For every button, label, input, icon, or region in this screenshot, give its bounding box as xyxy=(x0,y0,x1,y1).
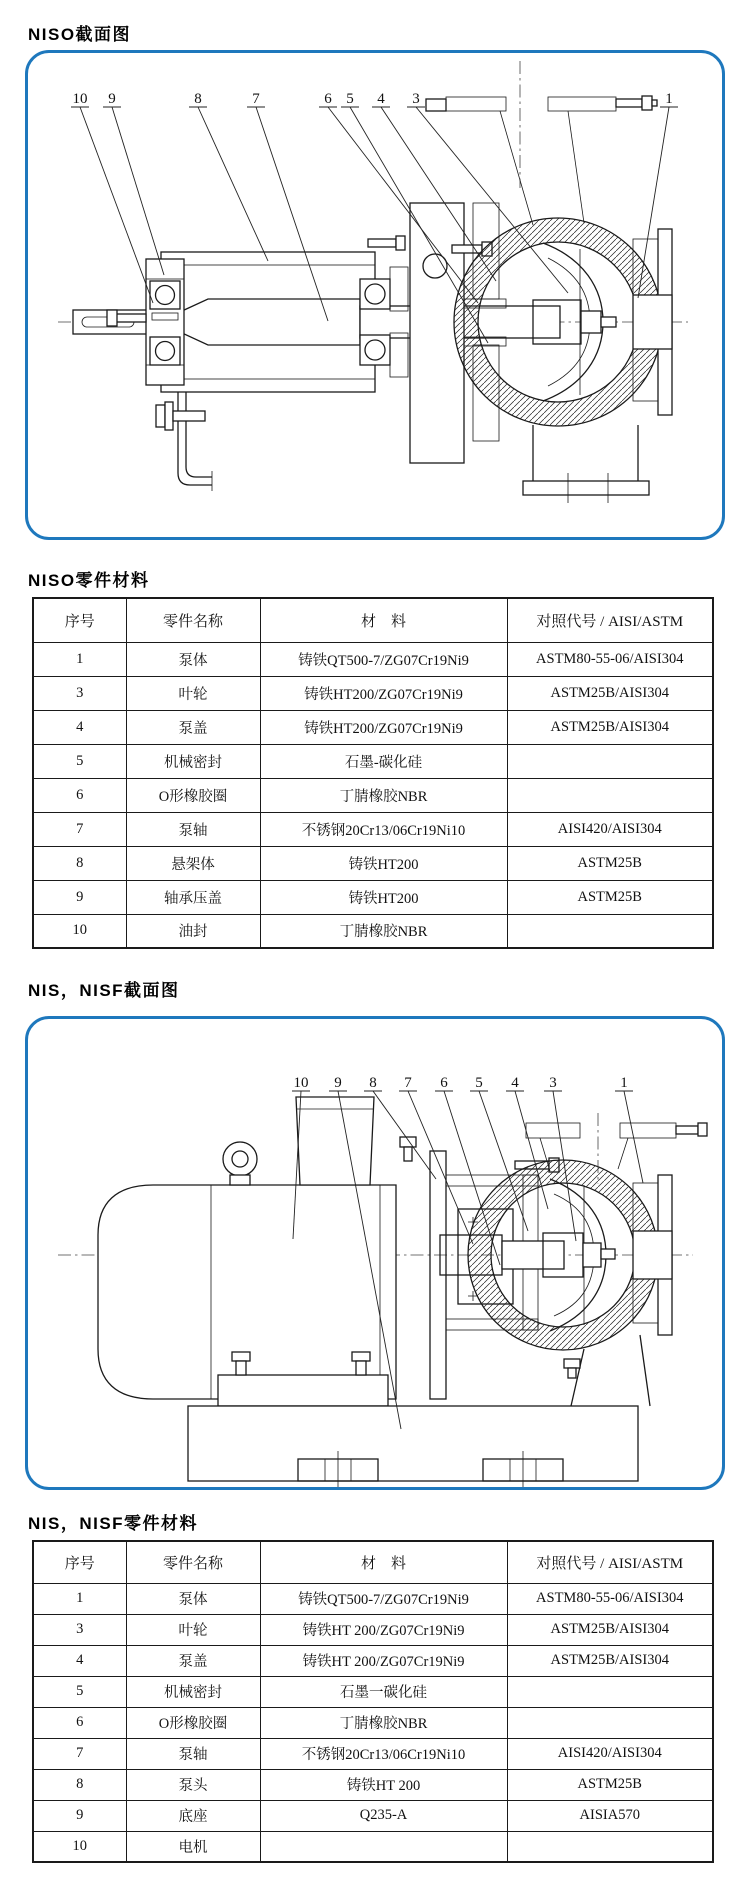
discharge-flange xyxy=(426,96,657,111)
table-cell xyxy=(507,778,713,812)
housing-bolt xyxy=(396,236,405,250)
col-header-code: 对照代号 / AISI/ASTM xyxy=(507,1541,713,1583)
table-cell: 铸铁HT200 xyxy=(260,880,507,914)
col-header-part: 零件名称 xyxy=(126,598,260,642)
casing-foot xyxy=(523,425,649,503)
table-cell: 丁腈橡胶NBR xyxy=(260,1707,507,1738)
table-cell: 10 xyxy=(33,914,126,948)
callout-1: 1 xyxy=(620,1075,628,1091)
niso-parts-table xyxy=(32,597,714,949)
nis-nisf-section-title: NIS，NISF截面图 xyxy=(28,981,180,1000)
callout-4: 4 xyxy=(511,1075,519,1091)
terminal-box xyxy=(296,1097,374,1185)
table-cell: 8 xyxy=(33,1769,126,1800)
table-row xyxy=(33,1831,713,1862)
table-cell: ASTM25B/AISI304 xyxy=(507,676,713,710)
table-cell: 10 xyxy=(33,1831,126,1862)
callout-6: 6 xyxy=(440,1075,448,1091)
table-header-row xyxy=(33,598,713,642)
callout-5: 5 xyxy=(475,1075,483,1091)
table-cell: 3 xyxy=(33,1614,126,1645)
callout-9: 9 xyxy=(108,91,116,107)
flange-bolt xyxy=(642,96,652,110)
table-cell: ASTM80-55-06/AISI304 xyxy=(507,642,713,676)
table-cell: 铸铁QT500-7/ZG07Cr19Ni9 xyxy=(260,1583,507,1614)
table-cell: 8 xyxy=(33,846,126,880)
table-cell: 泵轴 xyxy=(126,1738,260,1769)
niso-cross-section-drawing xyxy=(28,53,725,540)
table-cell: 铸铁HT200/ZG07Cr19Ni9 xyxy=(260,676,507,710)
table-cell: ASTM25B xyxy=(507,880,713,914)
nis-nisf-parts-table xyxy=(32,1540,714,1863)
table-row xyxy=(33,744,713,778)
table-cell xyxy=(507,1831,713,1862)
leg-bolt xyxy=(173,411,205,421)
table-cell: 铸铁HT200/ZG07Cr19Ni9 xyxy=(260,710,507,744)
table-cell: ASTM25B xyxy=(507,846,713,880)
table-cell: 铸铁HT 200/ZG07Cr19Ni9 xyxy=(260,1645,507,1676)
table-row xyxy=(33,1676,713,1707)
impeller-nut xyxy=(583,1243,601,1267)
table-cell: 不锈钢20Cr13/06Cr19Ni10 xyxy=(260,812,507,846)
niso-parts-title: NISO零件材料 xyxy=(28,571,150,590)
table-cell: 泵盖 xyxy=(126,1645,260,1676)
drain-bolt xyxy=(568,1368,576,1378)
table-row xyxy=(33,1707,713,1738)
table-cell: AISI420/AISI304 xyxy=(507,812,713,846)
table-cell: 机械密封 xyxy=(126,744,260,778)
callout-5: 5 xyxy=(346,91,354,107)
table-cell: 轴承压盖 xyxy=(126,880,260,914)
table-row xyxy=(33,880,713,914)
table-row xyxy=(33,710,713,744)
table-cell: 铸铁QT500-7/ZG07Cr19Ni9 xyxy=(260,642,507,676)
volute-casing xyxy=(454,111,662,426)
callout-numbers xyxy=(73,91,673,107)
table-row xyxy=(33,642,713,676)
table-cell: 4 xyxy=(33,710,126,744)
table-cell xyxy=(260,1831,507,1862)
table-cell: 泵头 xyxy=(126,1769,260,1800)
callout-9: 9 xyxy=(334,1075,342,1091)
col-header-part: 零件名称 xyxy=(126,1541,260,1583)
lifting-eye xyxy=(223,1142,257,1176)
niso-drawing-frame xyxy=(25,50,725,540)
table-header-row xyxy=(33,1541,713,1583)
callout-7: 7 xyxy=(404,1075,412,1091)
foot-bolt-right xyxy=(352,1352,370,1361)
table-cell: 7 xyxy=(33,1738,126,1769)
table-cell: 油封 xyxy=(126,914,260,948)
callout-1: 1 xyxy=(665,91,673,107)
base-plate xyxy=(188,1406,638,1489)
table-cell xyxy=(507,914,713,948)
table-cell: O形橡胶圈 xyxy=(126,1707,260,1738)
table-row xyxy=(33,1614,713,1645)
table-row xyxy=(33,778,713,812)
callout-10: 10 xyxy=(293,1075,309,1091)
table-row xyxy=(33,812,713,846)
table-cell: 铸铁HT200 xyxy=(260,846,507,880)
table-cell: 5 xyxy=(33,1676,126,1707)
col-header-no: 序号 xyxy=(33,1541,126,1583)
left-bearing-cap xyxy=(107,259,184,385)
table-cell: ASTM25B/AISI304 xyxy=(507,1645,713,1676)
table-cell: 泵体 xyxy=(126,642,260,676)
table-cell: 石墨一碳化硅 xyxy=(260,1676,507,1707)
foot-bolt-left xyxy=(232,1352,250,1361)
table-cell xyxy=(507,1707,713,1738)
table-row xyxy=(33,1583,713,1614)
table-cell: 石墨-碳化硅 xyxy=(260,744,507,778)
table-row xyxy=(33,1645,713,1676)
table-cell: O形橡胶圈 xyxy=(126,778,260,812)
impeller-nut xyxy=(581,311,601,333)
support-leg xyxy=(156,392,212,491)
col-header-material: 材 料 xyxy=(260,1541,507,1583)
nis-nisf-drawing-frame xyxy=(25,1016,725,1490)
nis-nisf-parts-title: NIS，NISF零件材料 xyxy=(28,1514,199,1533)
table-row xyxy=(33,1738,713,1769)
cap-bolt xyxy=(107,310,117,326)
table-row xyxy=(33,1800,713,1831)
bracket-bolt xyxy=(404,1147,412,1161)
table-cell xyxy=(507,744,713,778)
table-row xyxy=(33,914,713,948)
table-cell: 7 xyxy=(33,812,126,846)
callout-10: 10 xyxy=(72,91,88,107)
table-cell: ASTM80-55-06/AISI304 xyxy=(507,1583,713,1614)
callout-numbers xyxy=(294,1075,628,1091)
table-cell: ASTM25B xyxy=(507,1769,713,1800)
table-cell: 4 xyxy=(33,1645,126,1676)
table-cell: ASTM25B/AISI304 xyxy=(507,1614,713,1645)
table-cell: 悬架体 xyxy=(126,846,260,880)
table-cell: 9 xyxy=(33,880,126,914)
nis-nisf-cross-section-drawing xyxy=(28,1019,725,1490)
table-cell: 泵轴 xyxy=(126,812,260,846)
table-cell: 电机 xyxy=(126,1831,260,1862)
table-cell: 铸铁HT 200 xyxy=(260,1769,507,1800)
flange-bolt xyxy=(698,1123,707,1136)
table-cell: 丁腈橡胶NBR xyxy=(260,914,507,948)
callout-8: 8 xyxy=(369,1075,377,1091)
table-cell: 泵体 xyxy=(126,1583,260,1614)
table-cell: 泵盖 xyxy=(126,710,260,744)
table-row xyxy=(33,676,713,710)
col-header-code: 对照代号 / AISI/ASTM xyxy=(507,598,713,642)
table-cell: 1 xyxy=(33,1583,126,1614)
shaft-body xyxy=(182,299,360,345)
table-cell: 3 xyxy=(33,676,126,710)
table-cell: 机械密封 xyxy=(126,1676,260,1707)
table-cell: AISI420/AISI304 xyxy=(507,1738,713,1769)
table-cell: 叶轮 xyxy=(126,1614,260,1645)
table-cell: 丁腈橡胶NBR xyxy=(260,778,507,812)
table-cell: AISIA570 xyxy=(507,1800,713,1831)
table-cell: 6 xyxy=(33,778,126,812)
table-cell: ASTM25B/AISI304 xyxy=(507,710,713,744)
table-cell xyxy=(507,1676,713,1707)
table-cell: 底座 xyxy=(126,1800,260,1831)
table-cell: 1 xyxy=(33,642,126,676)
table-row xyxy=(33,846,713,880)
table-cell: 6 xyxy=(33,1707,126,1738)
callout-7: 7 xyxy=(252,91,260,107)
table-cell: 铸铁HT 200/ZG07Cr19Ni9 xyxy=(260,1614,507,1645)
callout-3: 3 xyxy=(549,1075,557,1091)
table-row xyxy=(33,1769,713,1800)
table-cell: 5 xyxy=(33,744,126,778)
callout-8: 8 xyxy=(194,91,202,107)
callout-4: 4 xyxy=(377,91,385,107)
niso-section-title: NISO截面图 xyxy=(28,25,132,44)
col-header-material: 材 料 xyxy=(260,598,507,642)
table-cell: 叶轮 xyxy=(126,676,260,710)
callout-6: 6 xyxy=(324,91,332,107)
table-cell: 9 xyxy=(33,1800,126,1831)
col-header-no: 序号 xyxy=(33,598,126,642)
table-cell: 不锈钢20Cr13/06Cr19Ni10 xyxy=(260,1738,507,1769)
table-cell: Q235-A xyxy=(260,1800,507,1831)
callout-3: 3 xyxy=(412,91,420,107)
